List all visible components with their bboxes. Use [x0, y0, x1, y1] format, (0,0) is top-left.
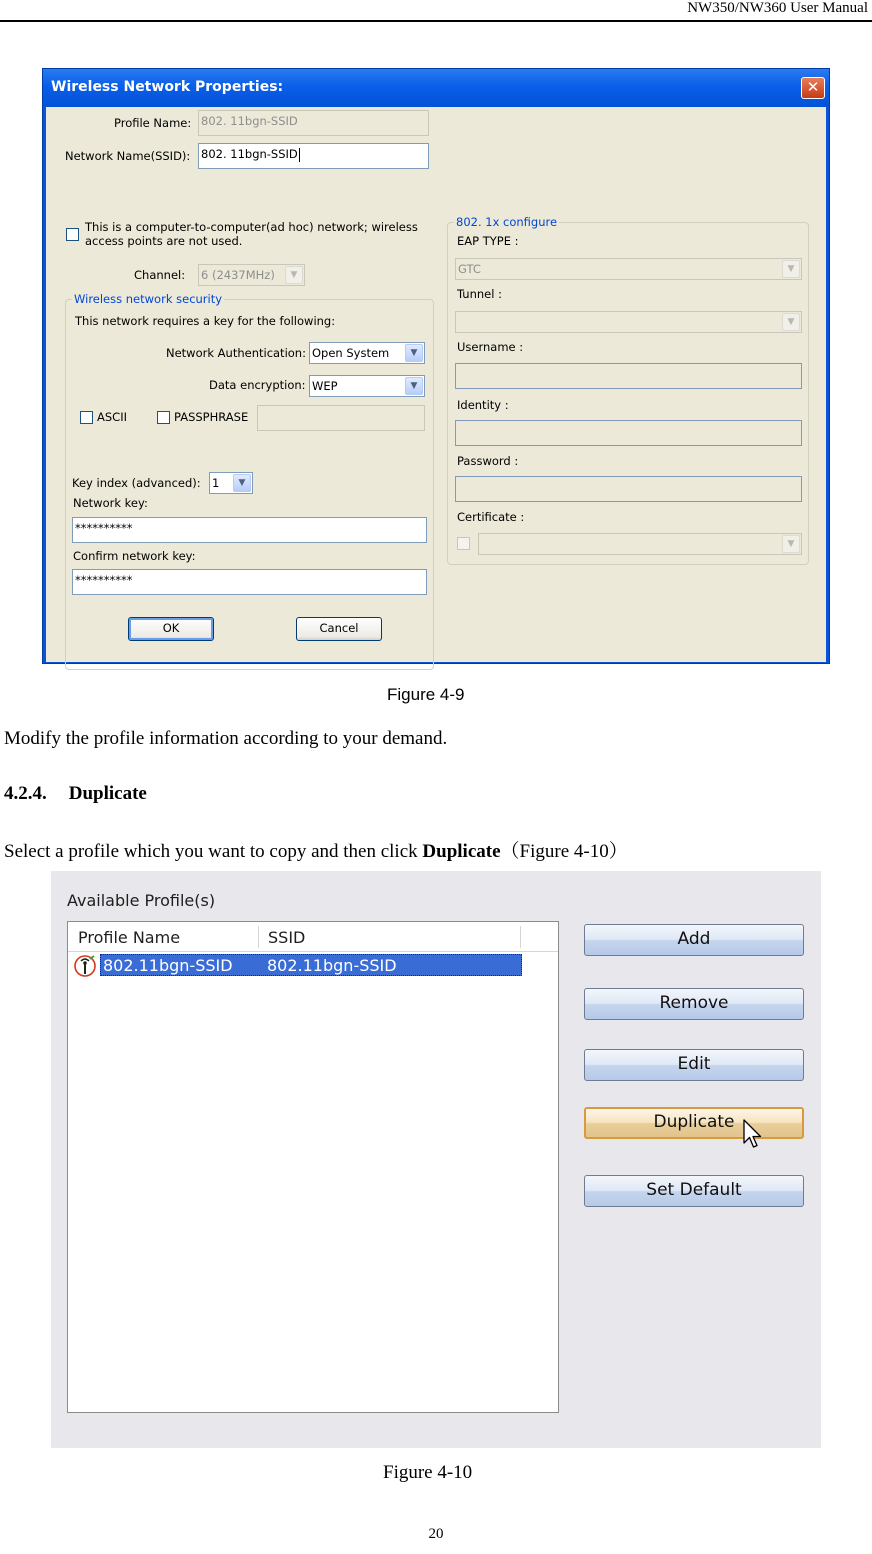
username-field[interactable] — [455, 363, 802, 389]
passphrase-checkbox[interactable] — [157, 411, 170, 424]
data-encryption-value: WEP — [312, 379, 338, 393]
key-index-label: Key index (advanced): — [72, 476, 201, 490]
password-label: Password : — [457, 454, 519, 468]
dialog-client-area — [46, 107, 826, 662]
profile-list[interactable] — [67, 921, 559, 1413]
passphrase-label: PASSPHRASE — [174, 410, 249, 424]
figure-4-10-caption: Figure 4-10 — [383, 1462, 473, 1483]
mouse-pointer-icon — [743, 1119, 765, 1151]
row-ssid: 802.11bgn-SSID — [267, 956, 397, 975]
chevron-down-icon: ▼ — [405, 377, 423, 395]
network-key-field[interactable]: ********** — [72, 517, 427, 543]
document-header: NW350/NW360 User Manual — [687, 0, 868, 16]
adhoc-checkbox[interactable] — [66, 228, 79, 241]
chevron-down-icon: ▼ — [405, 344, 423, 362]
ssid-value: 802. 11bgn-SSID — [201, 147, 298, 161]
certificate-select[interactable] — [478, 533, 802, 555]
certificate-checkbox[interactable] — [457, 537, 470, 550]
available-profiles-panel — [51, 871, 821, 1448]
key-index-select[interactable] — [209, 472, 253, 494]
duplicate-emphasis: Duplicate — [422, 841, 501, 862]
ascii-checkbox[interactable] — [80, 411, 93, 424]
adhoc-label-line1: This is a computer-to-computer(ad hoc) network; wireless — [85, 220, 418, 234]
channel-select[interactable] — [198, 264, 305, 286]
ssid-label: Network Name(SSID): — [65, 149, 191, 163]
remove-button[interactable]: Remove — [584, 988, 804, 1020]
network-authentication-label: Network Authentication: — [166, 346, 306, 360]
chevron-down-icon: ▼ — [782, 313, 800, 331]
network-authentication-select[interactable] — [309, 342, 425, 364]
row-profile-name: 802.11bgn-SSID — [103, 956, 233, 975]
requires-key-text: This network requires a key for the following: — [75, 314, 336, 328]
section-number: 4.2.4. — [4, 783, 47, 804]
cancel-button[interactable]: Cancel — [296, 617, 382, 641]
identity-label: Identity : — [457, 398, 509, 412]
ok-button[interactable]: OK — [128, 617, 214, 641]
chevron-down-icon: ▼ — [233, 474, 251, 492]
wireless-connected-icon — [74, 954, 98, 978]
dot1x-configure-legend: 802. 1x configure — [456, 215, 558, 229]
figure-4-9-caption: Figure 4-9 — [387, 685, 465, 704]
edit-button[interactable]: Edit — [584, 1049, 804, 1081]
tunnel-select[interactable] — [455, 311, 802, 333]
chevron-down-icon: ▼ — [285, 266, 303, 284]
identity-field[interactable] — [455, 420, 802, 446]
passphrase-field[interactable] — [257, 405, 425, 431]
network-authentication-value: Open System — [312, 346, 390, 360]
close-button[interactable]: ✕ — [801, 77, 825, 99]
paragraph-text: Select a profile which you want to copy and then click — [4, 841, 423, 862]
eap-type-value: GTC — [458, 262, 481, 276]
profile-name-label: Profile Name: — [114, 116, 192, 130]
column-separator[interactable] — [520, 926, 521, 948]
tunnel-label: Tunnel : — [457, 287, 502, 301]
dialog-titlebar[interactable] — [43, 69, 829, 107]
wireless-security-legend: Wireless network security — [74, 292, 223, 306]
available-profiles-title: Available Profile(s) — [67, 891, 216, 910]
column-header-profile-name[interactable]: Profile Name — [78, 928, 181, 947]
password-field[interactable] — [455, 476, 802, 502]
header-rule — [0, 20, 872, 22]
channel-label: Channel: — [134, 268, 186, 282]
dot1x-configure-group — [447, 215, 809, 565]
text-caret — [299, 148, 300, 162]
data-encryption-label: Data encryption: — [209, 378, 306, 392]
duplicate-button[interactable]: Duplicate — [584, 1107, 804, 1139]
page-number: 20 — [428, 1526, 444, 1542]
column-header-ssid[interactable]: SSID — [268, 928, 306, 947]
figure-reference: （Figure 4-10） — [500, 841, 628, 862]
profile-name-field[interactable]: 802. 11bgn-SSID — [198, 110, 429, 136]
dialog-title: Wireless Network Properties: — [51, 79, 284, 95]
confirm-network-key-label: Confirm network key: — [73, 549, 196, 563]
add-button[interactable]: Add — [584, 924, 804, 956]
data-encryption-select[interactable] — [309, 375, 425, 397]
section-title: Duplicate — [68, 783, 147, 804]
channel-value: 6 (2437MHz) — [201, 268, 275, 282]
confirm-network-key-field[interactable]: ********** — [72, 569, 427, 595]
eap-type-select[interactable] — [455, 258, 802, 280]
paragraph-modify-profile: Modify the profile information according to your demand. — [4, 728, 448, 749]
wireless-security-group — [65, 292, 434, 670]
table-row[interactable] — [100, 954, 522, 976]
section-heading — [4, 783, 147, 805]
ssid-field[interactable] — [198, 143, 429, 169]
chevron-down-icon: ▼ — [782, 260, 800, 278]
set-default-button[interactable]: Set Default — [584, 1175, 804, 1207]
column-separator[interactable] — [258, 926, 259, 948]
adhoc-label-line2: access points are not used. — [85, 234, 243, 248]
username-label: Username : — [457, 340, 524, 354]
profile-list-header — [68, 922, 558, 952]
paragraph-select-profile — [4, 836, 628, 863]
key-index-value: 1 — [212, 476, 220, 490]
wireless-network-properties-dialog — [42, 68, 830, 664]
certificate-label: Certificate : — [457, 510, 525, 524]
chevron-down-icon: ▼ — [782, 535, 800, 553]
eap-type-label: EAP TYPE : — [457, 234, 519, 248]
ascii-label: ASCII — [97, 410, 127, 424]
network-key-label: Network key: — [73, 496, 148, 510]
